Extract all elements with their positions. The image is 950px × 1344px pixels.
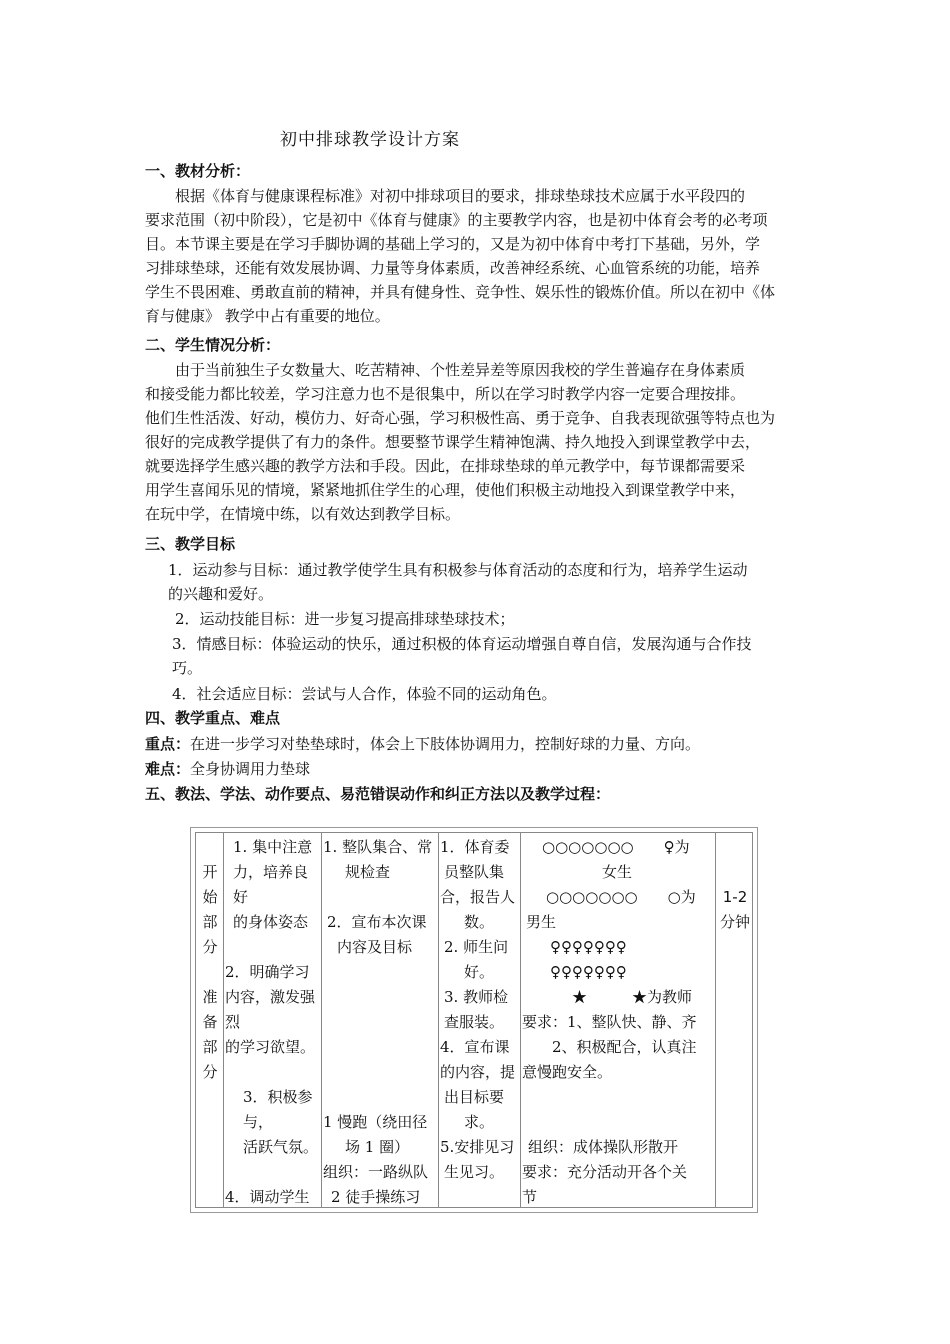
- cell-line: [225, 1060, 320, 1085]
- cell-line: ♀♀♀♀♀♀♀: [550, 963, 627, 981]
- cell-line: [323, 985, 437, 1010]
- cell-line: 备: [202, 1013, 218, 1031]
- table-cell-goals: [225, 835, 320, 1210]
- key-point-row: [145, 732, 700, 756]
- cell-line: 规检查: [345, 863, 391, 881]
- cell-line: 的内容，提: [440, 1063, 516, 1081]
- text-line: 在玩中学，在情境中练，以有效达到教学目标。: [145, 505, 461, 523]
- cell-line: [522, 1110, 714, 1135]
- cell-line: 意慢跑安全。: [522, 1063, 613, 1081]
- text-line: 要求范围（初中阶段），它是初中《体育与健康》的主要教学内容，也是初中体育会考的必考项: [145, 211, 768, 229]
- cell-line: 始: [202, 888, 218, 906]
- cell-line: 合，报告人: [440, 888, 516, 906]
- cell-line: 部: [202, 913, 218, 931]
- cell-line: [323, 1085, 437, 1110]
- difficulty-text: 全身协调用力垫球: [190, 760, 311, 778]
- cell-line: 员整队集: [444, 863, 505, 881]
- cell-line: 内容及目标: [337, 938, 413, 956]
- cell-line: [323, 1010, 437, 1035]
- cell-line: 分钟: [719, 913, 750, 931]
- cell-line: 2、积极配合，认真注: [522, 1038, 697, 1056]
- table-cell-activity: [440, 835, 520, 1185]
- cell-line: 女生: [602, 863, 633, 881]
- cell-line: 2．明确学习: [225, 963, 310, 981]
- cell-line: ○○○○○○○ ○为: [546, 888, 696, 906]
- cell-line: [225, 1160, 320, 1185]
- cell-line: 分: [202, 1063, 218, 1081]
- cell-line: 节: [522, 1188, 538, 1206]
- cell-line: [198, 960, 222, 985]
- cell-line: 3. 教师检: [444, 988, 509, 1006]
- cell-line: 2．宣布本次课: [327, 913, 427, 931]
- cell-line: 力，培养良: [233, 863, 309, 881]
- section-heading-keypoints: 四、教学重点、难点: [145, 709, 281, 727]
- table-cell-organization: [522, 835, 714, 1210]
- cell-line: [323, 1035, 437, 1060]
- cell-line: 3．积极参: [243, 1088, 313, 1106]
- cell-line: [323, 960, 437, 985]
- cell-line: 与，: [243, 1113, 274, 1131]
- cell-line: 场 1 圈）: [345, 1138, 410, 1156]
- cell-line: 活跃气氛。: [243, 1138, 319, 1156]
- text-line: 他们生性活泼、好动，模仿力、好奇心强，学习积极性高、勇于竞争、自我表现欲强等特点也为: [145, 409, 776, 427]
- cell-line: 组织：一路纵队: [323, 1163, 429, 1181]
- cell-line: 好。: [464, 963, 495, 981]
- section-body-materials: [145, 184, 815, 328]
- text-line: 习排球垫球，还能有效发展协调、力量等身体素质，改善神经系统、心血管系统的功能，培养: [145, 259, 761, 277]
- table-column-divider: [715, 833, 716, 1207]
- cell-line: 要求：充分活动开各个关: [522, 1163, 688, 1181]
- section-heading-students: 二、学生情况分析：: [145, 336, 281, 354]
- cell-line: 4．调动学生: [225, 1188, 310, 1206]
- text-line: 育与健康》 教学中占有重要的地位。: [145, 307, 390, 325]
- text-line: 很好的完成教学提供了有力的条件。想要整节课学生精神饱满、持久地投入到课堂教学中去，: [145, 433, 761, 451]
- cell-line: 烈: [225, 1013, 241, 1031]
- cell-line: 的学习欲望。: [225, 1038, 316, 1056]
- cell-line: 组织：成体操队形散开: [528, 1138, 679, 1156]
- cell-line: 好: [233, 888, 249, 906]
- cell-line: 内容，激发强: [225, 988, 316, 1006]
- cell-line: [323, 1060, 437, 1085]
- cell-line: 要求：1、整队快、静、齐: [522, 1013, 697, 1031]
- cell-line: 4．宣布课: [440, 1038, 510, 1056]
- cell-line: 2 徒手操练习: [331, 1188, 421, 1206]
- text-line: 用学生喜闻乐见的情境，紧紧地抓住学生的心理，使他们积极主动地投入到课堂教学中来，: [145, 481, 746, 499]
- key-point-label: 重点：: [145, 735, 191, 753]
- cell-line: 1．体育委: [440, 838, 510, 856]
- section-heading-objectives: 三、教学目标: [145, 535, 236, 553]
- cell-line: ♀♀♀♀♀♀♀: [550, 938, 627, 956]
- cell-line: 1. 集中注意: [233, 838, 313, 856]
- text-line: 根据《体育与健康课程标准》对初中排球项目的要求，排球垫球技术应属于水平段四的: [175, 187, 746, 205]
- cell-line: 数。: [464, 913, 495, 931]
- key-point-text: 在进一步学习对垫垫球时，体会上下肢体协调用力，控制好球的力量、方向。: [190, 735, 701, 753]
- cell-line: 开: [202, 863, 218, 881]
- cell-line: [323, 885, 437, 910]
- objective-item: 巧。: [172, 659, 203, 677]
- text-line: 学生不畏困难、勇敢直前的精神，并具有健身性、竞争性、娱乐性的锻炼价值。所以在初中《体: [145, 283, 776, 301]
- cell-line: 部: [202, 1038, 218, 1056]
- objective-item: 的兴趣和爱好。: [168, 585, 274, 603]
- objective-item: 4．社会适应目标：尝试与人合作，体验不同的运动角色。: [172, 685, 557, 703]
- cell-line: ○○○○○○○ ♀为: [542, 838, 690, 856]
- table-column-divider: [223, 833, 224, 1207]
- cell-line: [225, 935, 320, 960]
- cell-line: 准: [202, 988, 218, 1006]
- table-column-divider: [520, 833, 521, 1207]
- text-line: 和接受能力都比较差，学习注意力也不是很集中，所以在学习时教学内容一定要合理按排。: [145, 385, 746, 403]
- cell-line: 生见习。: [444, 1163, 505, 1181]
- table-cell-phase: [198, 860, 222, 1085]
- cell-line: 1 慢跑（绕田径: [323, 1113, 428, 1131]
- text-line: 就要选择学生感兴趣的教学方法和手段。因此，在排球垫球的单元教学中，每节课都需要采: [145, 457, 746, 475]
- cell-line: 分: [202, 938, 218, 956]
- table-cell-content: [323, 835, 437, 1210]
- table-cell-time: [717, 885, 753, 935]
- section-heading-materials: 一、教材分析：: [145, 162, 251, 180]
- document-title: 初中排球教学设计方案: [280, 130, 460, 150]
- text-line: 目。本节课主要是在学习手脚协调的基础上学习的，又是为初中体育中考打下基础，另外，学: [145, 235, 761, 253]
- cell-line: 求。: [464, 1113, 495, 1131]
- cell-line: 出目标要: [444, 1088, 505, 1106]
- section-heading-methods: 五、教法、学法、动作要点、易范错误动作和纠正方法以及教学过程：: [145, 785, 611, 803]
- cell-line: 男生: [526, 913, 557, 931]
- table-column-divider: [321, 833, 322, 1207]
- cell-line: 1-2: [722, 888, 748, 906]
- difficulty-row: [145, 757, 310, 781]
- cell-line: ★ ★为教师: [572, 988, 693, 1006]
- objective-item: 1．运动参与目标：通过教学使学生具有积极参与体育活动的态度和行为，培养学生运动: [168, 561, 748, 579]
- objective-item: 3．情感目标：体验运动的快乐，通过积极的体育运动增强自尊自信，发展沟通与合作技: [172, 635, 752, 653]
- cell-line: [522, 1085, 714, 1110]
- cell-line: 1. 整队集合、常: [323, 838, 433, 856]
- section-body-students: [145, 358, 815, 526]
- objective-item: 2．运动技能目标：进一步复习提高排球垫球技术；: [175, 610, 515, 628]
- text-line: 由于当前独生子女数量大、吃苦精神、个性差异差等原因我校的学生普遍存在身体素质: [175, 361, 746, 379]
- table-column-divider: [438, 833, 439, 1207]
- cell-line: 查服装。: [444, 1013, 505, 1031]
- difficulty-label: 难点：: [145, 760, 191, 778]
- cell-line: 5.安排见习: [440, 1138, 515, 1156]
- cell-line: 2. 师生问: [444, 938, 509, 956]
- cell-line: 的身体姿态: [233, 913, 309, 931]
